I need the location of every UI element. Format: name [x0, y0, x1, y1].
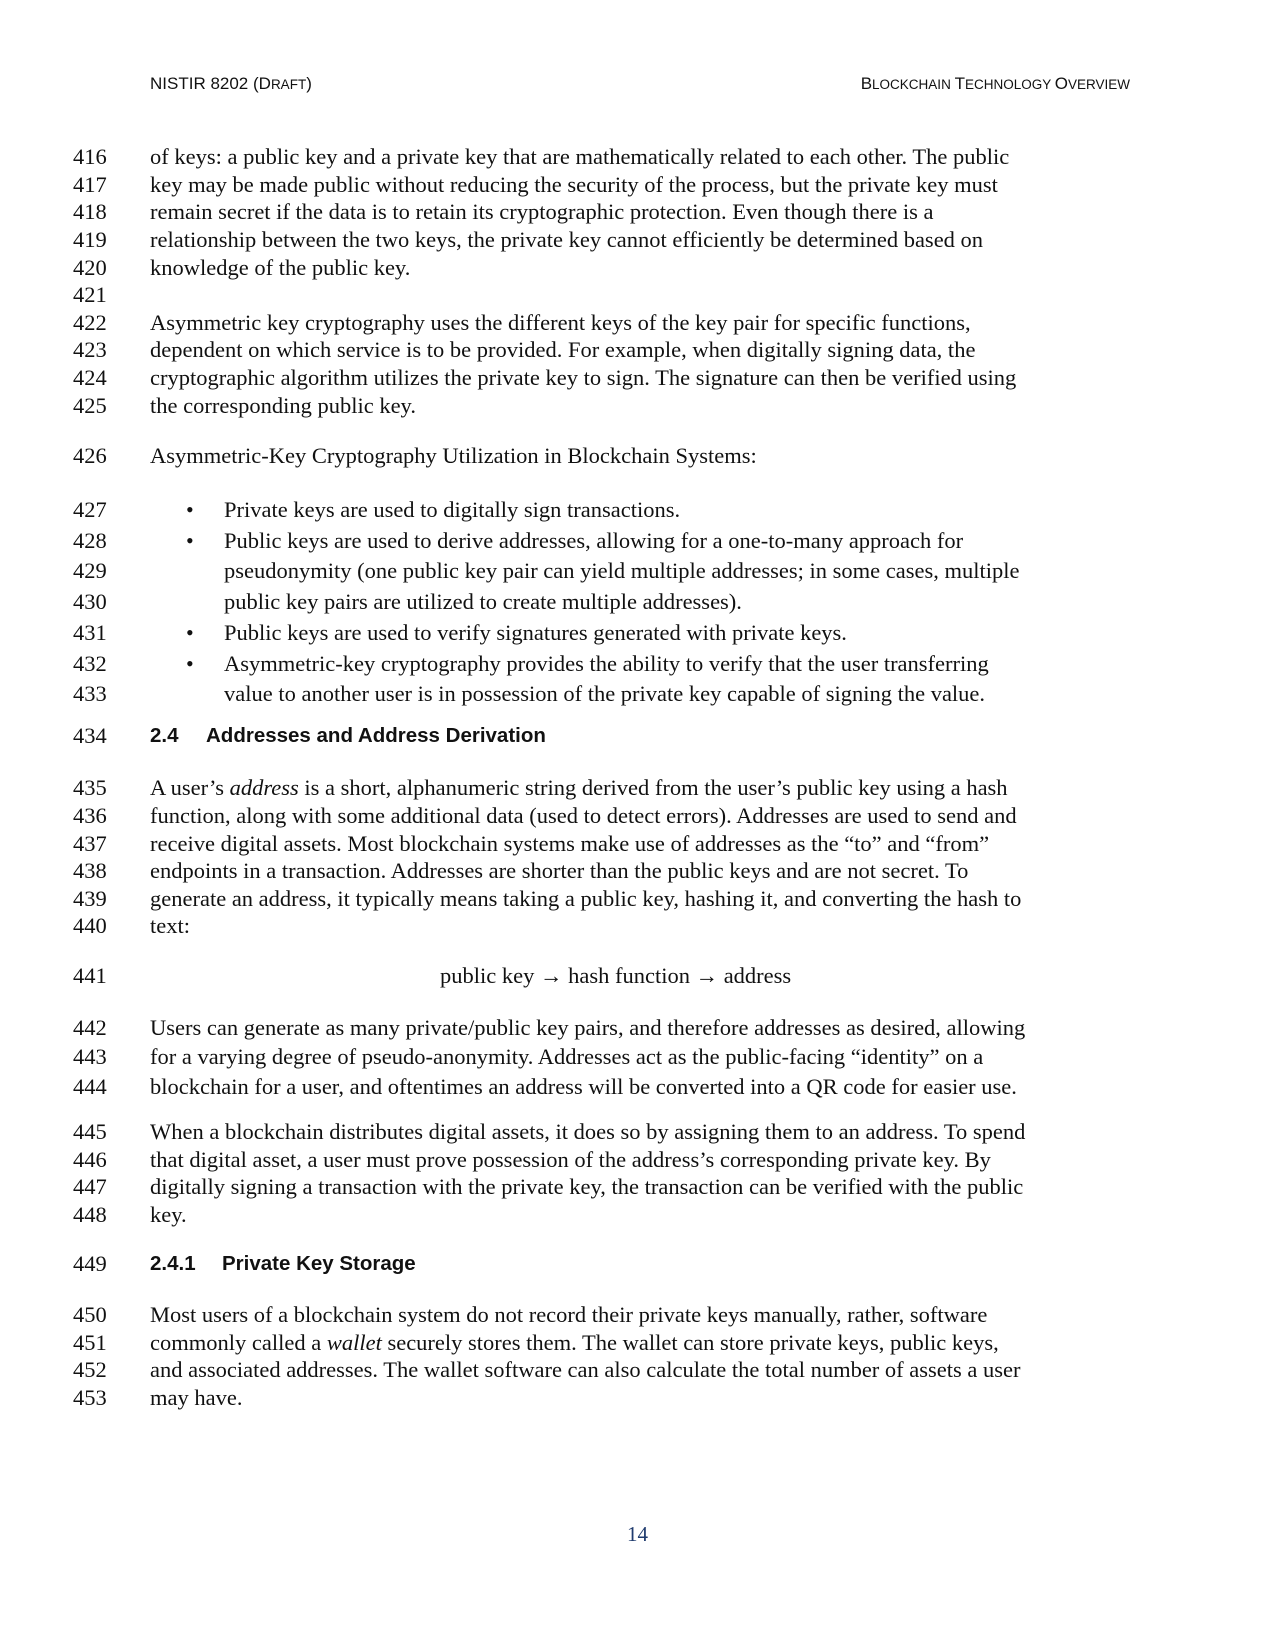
line-number: 423: [73, 337, 107, 362]
section-number: 2.4: [150, 724, 179, 747]
text-line: may have.: [150, 1385, 243, 1410]
line-number: 421: [73, 282, 107, 307]
line-number: 441: [73, 963, 107, 988]
text-line: and associated addresses. The wallet software can also calculate the total number of assets a user: [150, 1357, 1021, 1382]
text-line: endpoints in a transaction. Addresses are shorter than the public keys and are not secret. To: [150, 858, 969, 883]
text-line: dependent on which service is to be provided. For example, when digitally signing data, the: [150, 337, 976, 362]
text-line: receive digital assets. Most blockchain systems make use of addresses as the “to” and “from”: [150, 831, 990, 856]
section-title: Addresses and Address Derivation: [206, 724, 546, 747]
line-number: 417: [73, 172, 107, 197]
line-number: 431: [73, 620, 107, 645]
text-line: text:: [150, 913, 190, 938]
list-item-continued: pseudonymity (one public key pair can yield multiple addresses; in some cases, multiple: [224, 558, 1020, 583]
bullet-marker: •: [186, 528, 194, 553]
line-number: 451: [73, 1330, 107, 1355]
line-number: 424: [73, 365, 107, 390]
bullet-marker: •: [186, 651, 194, 676]
emphasis: wallet: [326, 1330, 382, 1355]
text-line: Most users of a blockchain system do not record their private keys manually, rather, software: [150, 1302, 988, 1327]
line-number: 416: [73, 144, 107, 169]
text-line: cryptographic algorithm utilizes the private key to sign. The signature can then be verified using: [150, 365, 1017, 390]
line-number: 427: [73, 497, 107, 522]
text-line: Asymmetric key cryptography uses the different keys of the key pair for specific functions,: [150, 310, 971, 335]
text-line: that digital asset, a user must prove possession of the address’s corresponding private key. By: [150, 1147, 991, 1172]
line-number: 426: [73, 443, 107, 468]
line-number: 449: [73, 1251, 107, 1276]
line-number: 442: [73, 1015, 107, 1040]
list-item: Asymmetric-key cryptography provides the ability to verify that the user transferring: [224, 651, 989, 676]
text-line: for a varying degree of pseudo-anonymity. Addresses act as the public-facing “identity” on a: [150, 1044, 984, 1069]
line-number: 430: [73, 589, 107, 614]
line-number: 439: [73, 886, 107, 911]
line-number: 436: [73, 803, 107, 828]
line-number: 437: [73, 831, 107, 856]
line-number: 434: [73, 723, 107, 748]
text-line: generate an address, it typically means taking a public key, hashing it, and converting the hash to: [150, 886, 1022, 911]
text-line: Users can generate as many private/public key pairs, and therefore addresses as desired, allowing: [150, 1015, 1026, 1040]
line-number: 425: [73, 393, 107, 418]
text-line: commonly called a wallet securely stores them. The wallet can store private keys, public keys,: [150, 1330, 999, 1355]
emphasis: address: [229, 775, 299, 800]
text-line: of keys: a public key and a private key that are mathematically related to each other. The public: [150, 144, 1010, 169]
subsection-title: Private Key Storage: [222, 1252, 416, 1275]
list-item: Private keys are used to digitally sign transactions.: [224, 497, 681, 522]
text-line: relationship between the two keys, the private key cannot efficiently be determined based on: [150, 227, 984, 252]
list-intro: Asymmetric-Key Cryptography Utilization in Blockchain Systems:: [150, 443, 757, 468]
line-number: 440: [73, 913, 107, 938]
line-number: 435: [73, 775, 107, 800]
line-number: 428: [73, 528, 107, 553]
bullet-marker: •: [186, 620, 194, 645]
line-number: 448: [73, 1202, 107, 1227]
text-line: remain secret if the data is to retain its cryptographic protection. Even though there is a: [150, 199, 934, 224]
running-header-left: NISTIR 8202 (DRAFT): [150, 74, 312, 93]
text-line: function, along with some additional data (used to detect errors). Addresses are used to send and: [150, 803, 1017, 828]
list-item: Public keys are used to derive addresses, allowing for a one-to-many approach for: [224, 528, 964, 553]
line-number: 444: [73, 1074, 107, 1099]
line-number: 420: [73, 255, 107, 280]
line-number: 433: [73, 681, 107, 706]
line-number: 429: [73, 558, 107, 583]
text-line: digitally signing a transaction with the private key, the transaction can be verified with the public: [150, 1174, 1024, 1199]
line-number: 450: [73, 1302, 107, 1327]
line-number: 419: [73, 227, 107, 252]
text-line: key.: [150, 1202, 187, 1227]
address-derivation-formula: public key → hash function → address: [440, 963, 792, 988]
text-line: the corresponding public key.: [150, 393, 416, 418]
text-line: knowledge of the public key.: [150, 255, 411, 280]
line-number: 443: [73, 1044, 107, 1069]
text-line: key may be made public without reducing the security of the process, but the private key must: [150, 172, 998, 197]
line-number: 453: [73, 1385, 107, 1410]
bullet-marker: •: [186, 497, 194, 522]
list-item-continued: public key pairs are utilized to create multiple addresses).: [224, 589, 742, 614]
line-number: 418: [73, 199, 107, 224]
text-line: blockchain for a user, and oftentimes an address will be converted into a QR code for easier use.: [150, 1074, 1017, 1099]
line-number: 445: [73, 1119, 107, 1144]
subsection-number: 2.4.1: [150, 1252, 196, 1275]
line-number: 422: [73, 310, 107, 335]
running-header-right: BLOCKCHAIN TECHNOLOGY OVERVIEW: [860, 74, 1130, 93]
line-number: 438: [73, 858, 107, 883]
page-number: 14: [627, 1522, 648, 1546]
line-number: 452: [73, 1357, 107, 1382]
text-line: When a blockchain distributes digital assets, it does so by assigning them to an address. To spend: [150, 1119, 1026, 1144]
text-line: A user’s address is a short, alphanumeric string derived from the user’s public key using a hash: [150, 775, 1008, 800]
line-number: 432: [73, 651, 107, 676]
line-number: 447: [73, 1174, 107, 1199]
list-item-continued: value to another user is in possession of the private key capable of signing the value.: [224, 681, 986, 706]
list-item: Public keys are used to verify signatures generated with private keys.: [224, 620, 847, 645]
line-number: 446: [73, 1147, 107, 1172]
